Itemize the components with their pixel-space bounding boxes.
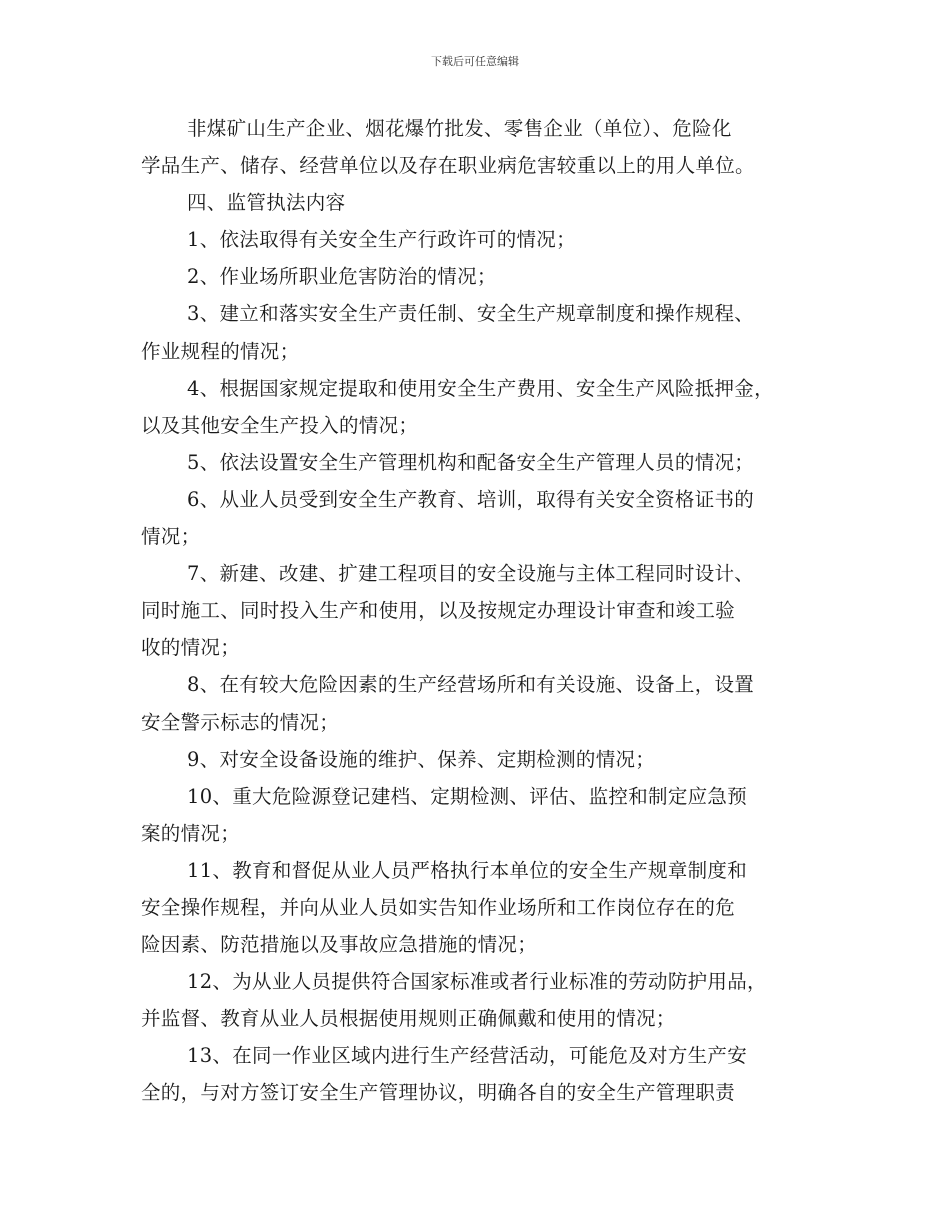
text-line: 四、监管执法内容	[187, 191, 346, 215]
text-line: 收的情况；	[141, 636, 241, 660]
text-line: 12、为从业人员提供符合国家标准或者行业标准的劳动防护用品，	[187, 970, 767, 994]
text-line: 4、根据国家规定提取和使用安全生产费用、安全生产风险抵押金，	[187, 376, 774, 400]
text-line: 以及其他安全生产投入的情况；	[141, 413, 419, 437]
text-line: 同时施工、同时投入生产和使用，以及按规定办理设计审查和竣工验	[141, 599, 736, 623]
text-line: 险因素、防范措施以及事故应急措施的情况；	[141, 933, 538, 957]
text-line: 案的情况；	[141, 821, 241, 845]
text-line: 8、在有较大危险因素的生产经营场所和有关设施、设备上，设置	[187, 673, 755, 697]
text-line: 13、在同一作业区域内进行生产经营活动，可能危及对方生产安	[187, 1044, 748, 1068]
text-line: 全的，与对方签订安全生产管理协议，明确各自的安全生产管理职责	[141, 1081, 736, 1105]
text-line: 10、重大危险源登记建档、定期检测、评估、监控和制定应急预	[187, 784, 748, 808]
text-line: 1、依法取得有关安全生产行政许可的情况；	[187, 228, 576, 252]
text-line: 11、教育和督促从业人员严格执行本单位的安全生产规章制度和	[187, 858, 748, 882]
text-line: 学品生产、储存、经营单位以及存在职业病危害较重以上的用人单位。	[141, 154, 755, 178]
text-line: 7、新建、改建、扩建工程项目的安全设施与主体工程同时设计、	[187, 562, 755, 586]
text-line: 作业规程的情况；	[141, 339, 300, 363]
text-line: 6、从业人员受到安全生产教育、培训，取得有关安全资格证书的	[187, 487, 755, 511]
text-line: 并监督、教育从业人员根据使用规则正确佩戴和使用的情况；	[141, 1007, 676, 1031]
text-line: 安全警示标志的情况；	[141, 710, 340, 734]
text-line: 9、对安全设备设施的维护、保养、定期检测的情况；	[187, 747, 656, 771]
document-body	[141, 110, 821, 1112]
text-line: 情况；	[141, 525, 201, 549]
text-line: 3、建立和落实安全生产责任制、安全生产规章制度和操作规程、	[187, 302, 755, 326]
text-line: 2、作业场所职业危害防治的情况；	[187, 265, 497, 289]
text-line: 非煤矿山生产企业、烟花爆竹批发、零售企业（单位）、危险化	[187, 117, 732, 140]
text-line: 安全操作规程，并向从业人员如实告知作业场所和工作岗位存在的危	[141, 895, 736, 919]
text-line: 5、依法设置安全生产管理机构和配备安全生产管理人员的情况；	[187, 450, 755, 474]
page-header-note: 下载后可任意编辑	[431, 55, 519, 68]
